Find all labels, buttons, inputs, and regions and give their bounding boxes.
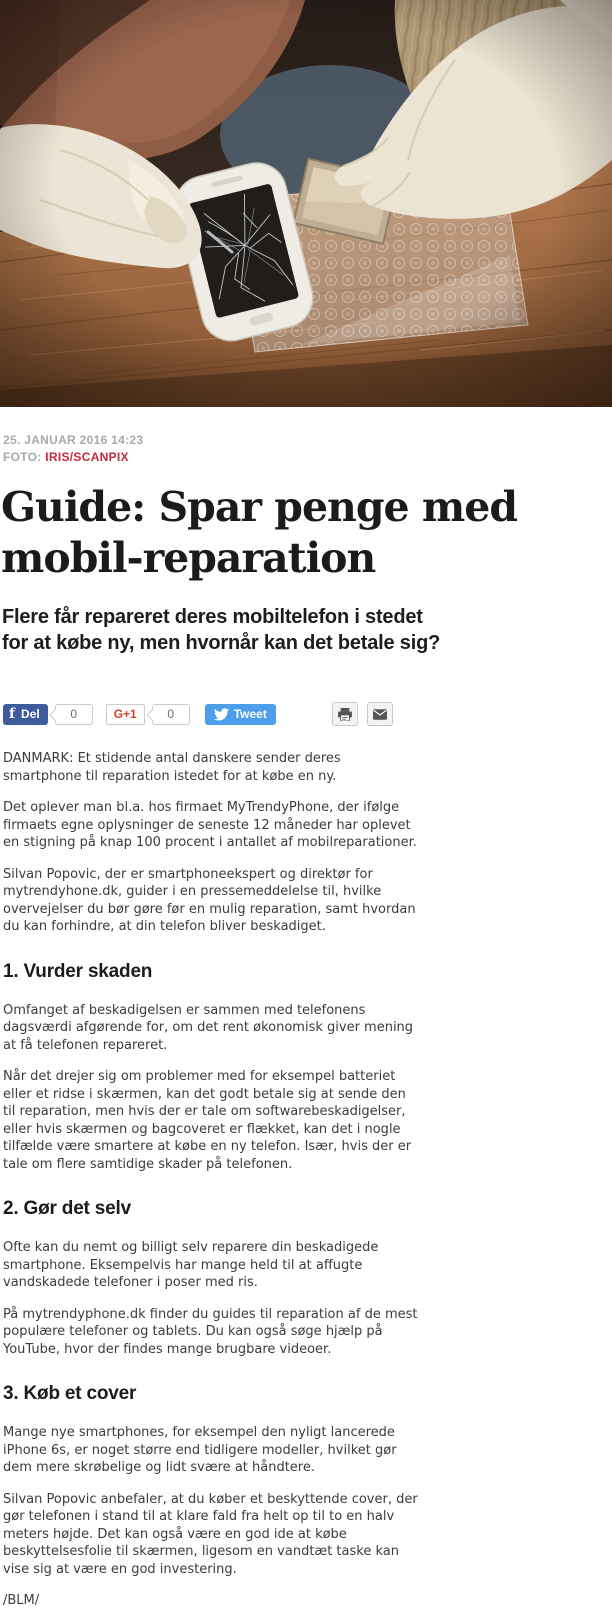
- section-heading: 2. Gør det selv: [3, 1198, 131, 1219]
- printer-icon: [338, 708, 352, 721]
- twitter-bird-icon: [214, 708, 229, 721]
- article-paragraph: Det oplever man bl.a. hos firmaet MyTrendyPhone, der ifølge firmaets egne oplysninger de seneste 12 måneder har oplevet en stigning på knap 100 procent i antallet af mobilreparationer.: [3, 800, 417, 850]
- article-paragraph: Silvan Popovic anbefaler, at du køber et beskyttende cover, der gør telefonen i stand til at klare fald fra helt op til to en halv meters højde. Det kan også være en god ide at købe beskyttelsesfolie til skærmen, ligesom en vandtæt taske kan vise sig at være en god investering.: [3, 1491, 418, 1577]
- photo-credit-value: IRIS/SCANPIX: [45, 450, 129, 464]
- facebook-share-label: Del: [21, 707, 40, 721]
- envelope-icon: [373, 709, 387, 720]
- section-heading: 1. Vurder skaden: [3, 960, 153, 982]
- article-paragraph: Silvan Popovic, der er smartphoneekspert og direktør for mytrendyhone.dk, guider i en pressemeddelelse til, hvilke overvejelser du bør gøre før en mulig reparation, samt hvordan du kan forhindre, at din telefon bliver beskadiget.: [3, 866, 416, 934]
- hero-photo: [0, 0, 612, 407]
- email-button[interactable]: [367, 702, 393, 726]
- page-title: Guide: Spar penge med mobil-reparation: [1, 483, 518, 582]
- print-button[interactable]: [332, 702, 358, 726]
- article-paragraph: DANMARK: Et stidende antal danskere sender deres smartphone til reparation istedet for at købe en ny.: [3, 751, 341, 784]
- article-paragraph: Omfanget af beskadigelsen er sammen med telefonens dagsværdi afgørende for, om det rent økonomisk giver mening at få telefonen repareret.: [3, 1002, 414, 1053]
- publish-timestamp: 25. JANUAR 2016 14:23: [3, 433, 144, 447]
- photo-credit: [3, 449, 612, 466]
- section-heading: 3. Køb et cover: [3, 1383, 137, 1404]
- article-meta: [3, 432, 612, 466]
- share-toolbar: [3, 703, 393, 725]
- article-paragraph: Mange nye smartphones, for eksempel den nyligt lancerede iPhone 6s, er noget større end tidligere modeller, hvilket gør dem mere skrøbelige og lidt svære at håndtere.: [3, 1425, 397, 1475]
- standfirst: Flere får repareret deres mobiltelefon i stedet for at købe ny, men hvornår kan det betale sig?: [2, 606, 441, 654]
- author-signature: /BLM/: [3, 1593, 40, 1608]
- article-body: [3, 750, 420, 1610]
- article-paragraph: Ofte kan du nemt og billigt selv reparere din beskadigede smartphone. Eksempelvis har mange held til at affugte vandskadede telefoner i poser med ris.: [3, 1240, 379, 1290]
- tweet-button[interactable]: [205, 704, 276, 725]
- gplus-button[interactable]: G+1: [106, 704, 145, 725]
- facebook-f-icon: f: [9, 706, 16, 722]
- facebook-share-button[interactable]: [3, 704, 48, 725]
- photo-credit-label: FOTO:: [3, 450, 42, 464]
- article-paragraph: På mytrendyphone.dk finder du guides til reparation af de mest populære telefoner og tablets. Du kan også søge hjælp på YouTube, hvor der findes mange brugbare videoer.: [3, 1306, 418, 1357]
- article-paragraph: Når det drejer sig om problemer med for eksempel batteriet eller et ridse i skærmen, kan det godt betale sig at sende den til reparation, men hvis der er tale om softwarebeskadigelser, eller hvis skærmen og bagcoveret er flækket, kan det i nogle tilfælde være smartere at købe en ny telefon. Især, hvis der er tale om flere samtidige skader på telefonen.: [3, 1069, 412, 1172]
- tweet-label: Tweet: [233, 707, 267, 721]
- facebook-share-count[interactable]: 0: [55, 704, 93, 725]
- gplus-count[interactable]: 0: [152, 704, 190, 725]
